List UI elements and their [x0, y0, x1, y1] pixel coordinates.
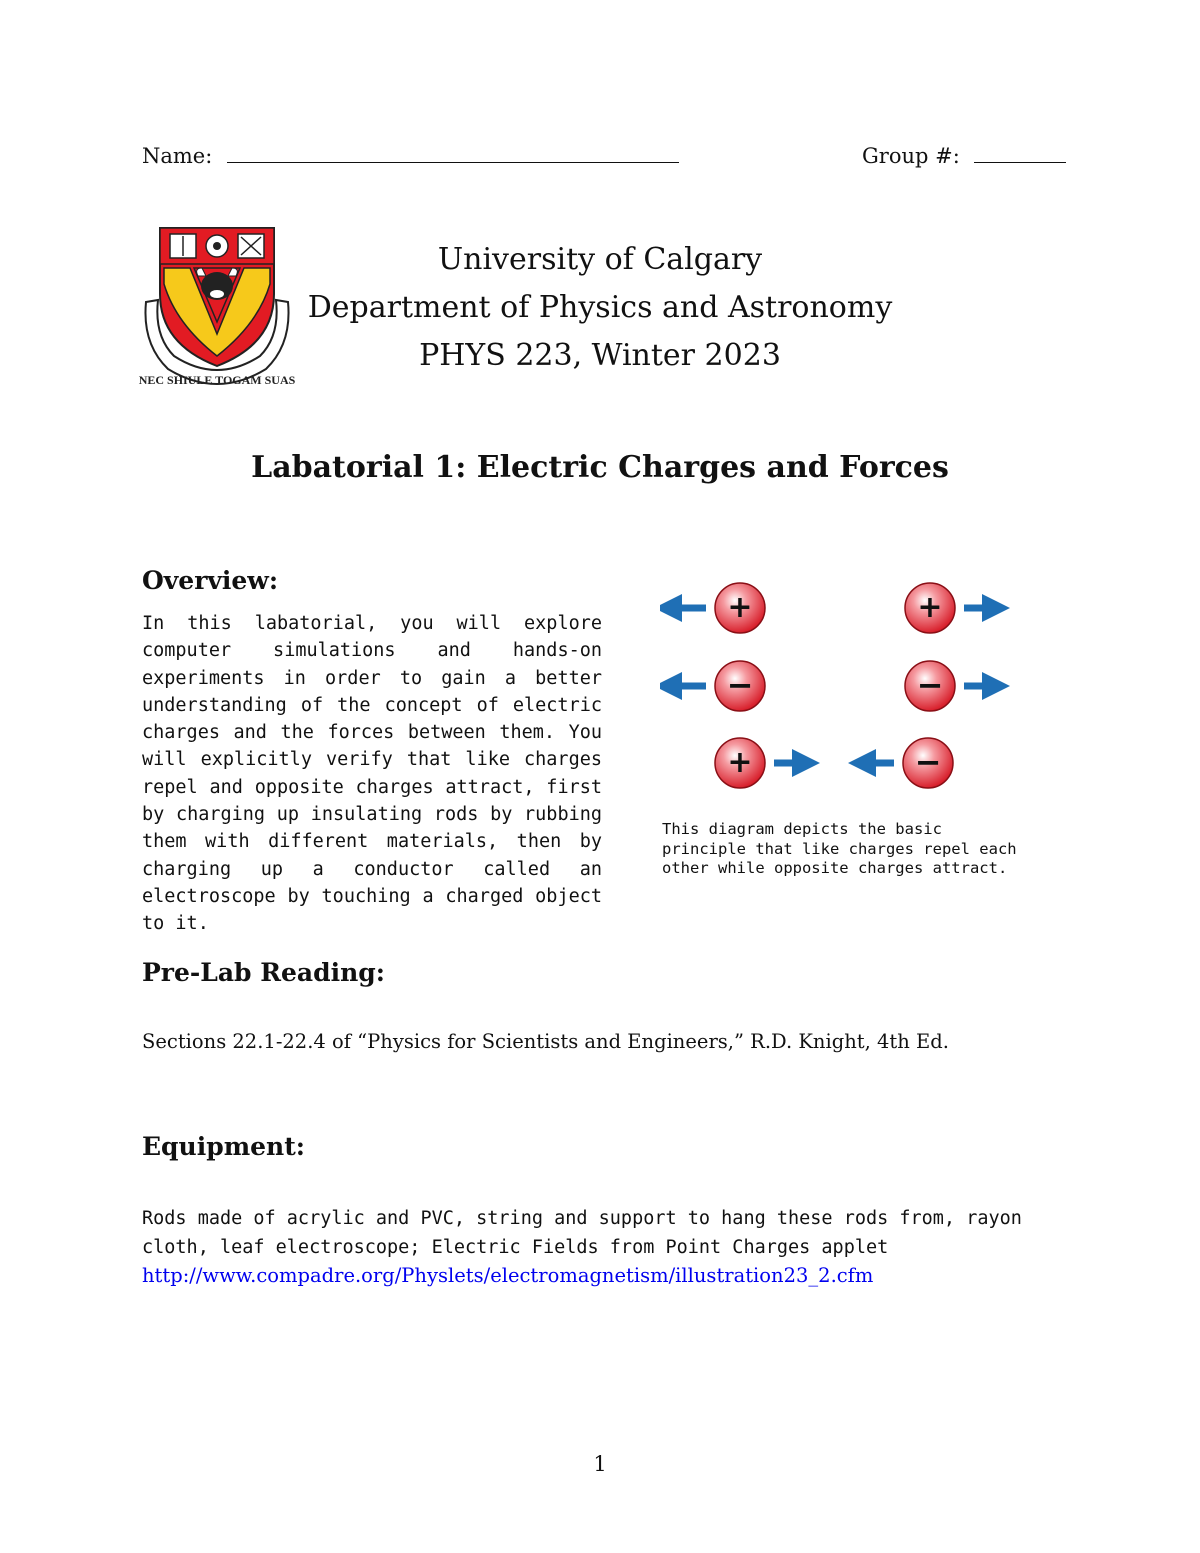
applet-link[interactable]: http://www.compadre.org/Physlets/electromagnetism/illustration23_2.cfm [142, 1264, 874, 1287]
name-blank-line [227, 162, 679, 163]
negative-charge-icon [905, 661, 955, 711]
charge-sign: + [727, 590, 753, 625]
prelab-text: Sections 22.1-22.4 of “Physics for Scientists and Engineers,” R.D. Knight, 4th Ed. [142, 1030, 949, 1053]
negative-charge-icon [903, 738, 953, 788]
prelab-heading: Pre-Lab Reading: [142, 958, 385, 987]
department-name: Department of Physics and Astronomy [307, 290, 893, 325]
positive-charge-icon [905, 583, 955, 633]
row-like-positive [668, 583, 996, 633]
charges-diagram [660, 580, 1020, 790]
course-name: PHYS 223, Winter 2023 [419, 338, 781, 373]
lab-title: Labatorial 1: Electric Charges and Forces [251, 450, 949, 485]
equipment-heading: Equipment: [142, 1132, 306, 1161]
overview-paragraph: In this labatorial, you will explore computer simulations and hands-on experiments in order to gain a better understanding of the concept of electric charges and the forces between them. You will explicitly verify that like charges repel and opposite charges attract, first by charging up insulating rods by rubbing them with different materials, then by charging up a conductor called an electroscope by touching a charged object to it. [142, 613, 602, 935]
name-field-row [142, 144, 679, 168]
charge-sign: − [726, 666, 754, 704]
group-field-row [862, 144, 1066, 168]
university-name: University of Calgary [437, 242, 763, 277]
university-crest-logo [138, 224, 296, 394]
page-number: 1 [593, 1452, 607, 1476]
name-label: Name: [142, 144, 213, 168]
row-opposite-charges [715, 738, 953, 788]
diagram-caption: This diagram depicts the basic principle that like charges repel each other while opposite charges attract. [662, 820, 1017, 877]
group-label: Group #: [862, 144, 960, 168]
charge-sign: + [917, 590, 943, 625]
charge-sign: − [916, 666, 944, 704]
positive-charge-icon [715, 583, 765, 633]
negative-charge-icon [715, 661, 765, 711]
overview-heading: Overview: [142, 566, 279, 595]
charge-sign: − [914, 743, 942, 781]
crest-motto: NEC SHIULE TOGAM SUAS [138, 373, 296, 387]
equipment-text: Rods made of acrylic and PVC, string and support to hang these rods from, rayon cloth, leaf electroscope; Electric Fields from Point Charges applet [142, 1208, 1022, 1258]
document-header [300, 236, 900, 380]
row-like-negative [668, 661, 996, 711]
positive-charge-icon [715, 738, 765, 788]
charge-sign: + [727, 745, 753, 780]
group-blank-line [974, 162, 1066, 163]
